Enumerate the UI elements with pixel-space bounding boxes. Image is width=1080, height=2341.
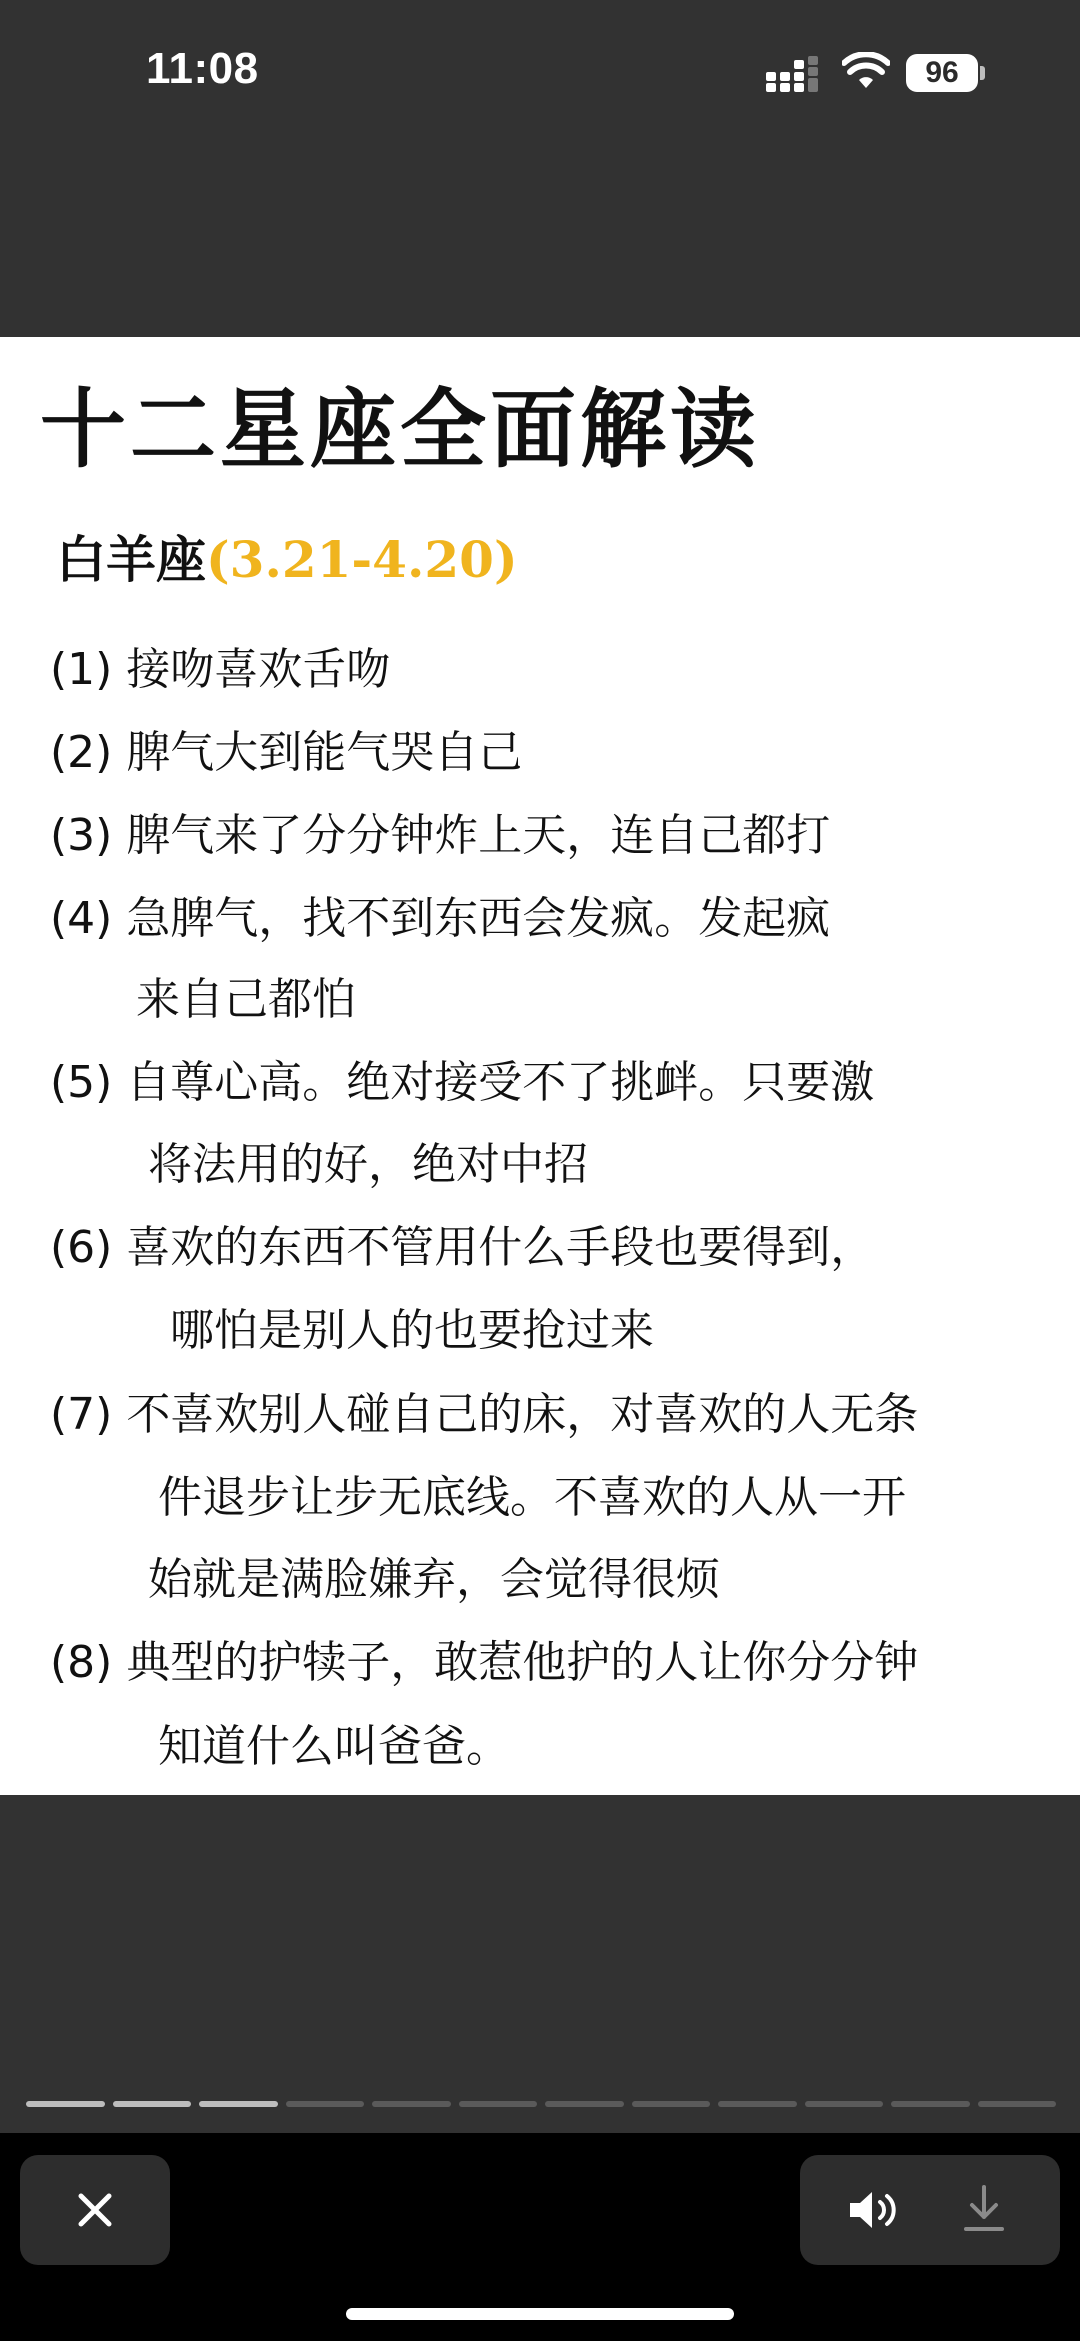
speaker-icon[interactable] bbox=[846, 2186, 906, 2234]
list-item: (4) 急脾气，找不到东西会发疯。发起疯 bbox=[50, 893, 831, 944]
zodiac-dates: (3.21-4.20) bbox=[206, 530, 518, 589]
section-heading bbox=[56, 530, 518, 589]
story-progress bbox=[26, 2101, 1056, 2107]
list-item-continuation: 始就是满脸嫌弃，会觉得很烦 bbox=[148, 1554, 720, 1605]
battery-icon bbox=[906, 54, 978, 92]
progress-segment bbox=[632, 2101, 711, 2107]
close-icon bbox=[75, 2190, 115, 2230]
list-item: (6) 喜欢的东西不管用什么手段也要得到， bbox=[50, 1222, 875, 1273]
progress-segment bbox=[199, 2101, 278, 2107]
progress-segment bbox=[978, 2101, 1057, 2107]
close-button[interactable] bbox=[20, 2155, 170, 2265]
status-time: 11:08 bbox=[146, 44, 259, 93]
list-item-continuation: 哪怕是别人的也要抢过来 bbox=[170, 1305, 654, 1356]
story-title: 十二星座全面解读 bbox=[40, 380, 760, 480]
battery-tip bbox=[980, 66, 985, 80]
actions-pill bbox=[800, 2155, 1060, 2265]
progress-segment bbox=[891, 2101, 970, 2107]
home-indicator bbox=[346, 2308, 734, 2320]
zodiac-sign: 白羊座 bbox=[56, 530, 206, 589]
progress-segment bbox=[372, 2101, 451, 2107]
progress-segment bbox=[805, 2101, 884, 2107]
list-item-continuation: 将法用的好，绝对中招 bbox=[148, 1139, 588, 1190]
progress-segment bbox=[113, 2101, 192, 2107]
story-image bbox=[0, 337, 1080, 1795]
wifi-icon bbox=[842, 52, 890, 90]
list-item: (8) 典型的护犊子，敢惹他护的人让你分分钟 bbox=[50, 1637, 919, 1688]
progress-segment bbox=[718, 2101, 797, 2107]
signal-icon bbox=[766, 56, 820, 92]
list-item-continuation: 来自己都怕 bbox=[136, 974, 356, 1025]
list-item-continuation: 知道什么叫爸爸。 bbox=[158, 1721, 510, 1772]
progress-segment bbox=[286, 2101, 365, 2107]
download-icon[interactable] bbox=[962, 2183, 1006, 2235]
list-item-continuation: 件退步让步无底线。不喜欢的人从一开 bbox=[158, 1472, 906, 1523]
progress-segment bbox=[26, 2101, 105, 2107]
progress-segment bbox=[459, 2101, 538, 2107]
list-item: (3) 脾气来了分分钟炸上天，连自己都打 bbox=[50, 810, 831, 861]
battery-level: 96 bbox=[925, 56, 959, 89]
list-item: (1) 接吻喜欢舌吻 bbox=[50, 644, 391, 695]
progress-segment bbox=[545, 2101, 624, 2107]
list-item: (5) 自尊心高。绝对接受不了挑衅。只要激 bbox=[50, 1057, 875, 1108]
list-item: (2) 脾气大到能气哭自己 bbox=[50, 727, 523, 778]
list-item: (7) 不喜欢别人碰自己的床，对喜欢的人无条 bbox=[50, 1389, 919, 1440]
status-bar bbox=[0, 0, 1080, 150]
